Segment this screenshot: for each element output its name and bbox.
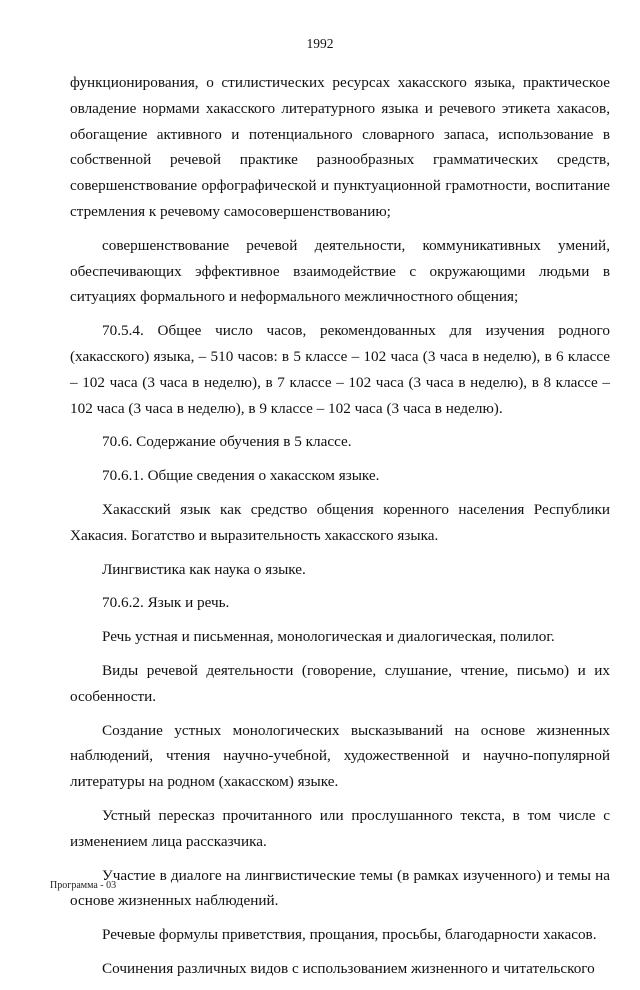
paragraph: функционирования, о стилистических ресурсах хакасского языка, практическое овладение нормами хакасского литературного языка и речевого этикета хакасов, обогащение активного и потенциального словарного запаса, использование в собственной речевой практике разнообразных грамматических средств, совершенствование орфографической и пунктуационной грамотности, воспитание стремления к речевому самосовершенствованию; — [70, 74, 610, 220]
paragraph: Участие в диалоге на лингвистические темы (в рамках изученного) и темы на основе жизненных наблюдений. — [70, 866, 610, 910]
paragraph: 70.6.1. Общие сведения о хакасском языке. — [102, 467, 380, 485]
footer-label: Программа - 03 — [50, 880, 117, 891]
paragraph: Сочинения различных видов с использованием жизненного и читательского — [102, 959, 595, 977]
paragraph: Хакасский язык как средство общения коренного населения Республики Хакасия. Богатство и выразительность хакасского языка. — [70, 500, 610, 544]
paragraph: Речевые формулы приветствия, прощания, просьбы, благодарности хакасов. — [102, 926, 597, 944]
paragraph: совершенствование речевой деятельности, коммуникативных умений, обеспечивающих эффективное взаимодействие с окружающими людьми в ситуациях формального и неформального межличностного общения; — [70, 236, 610, 306]
paragraph: Лингвистика как наука о языке. — [102, 560, 306, 578]
document-body — [70, 70, 610, 990]
paragraph: 70.5.4. Общее число часов, рекомендованных для изучения родного (хакасского) языка, – 510 часов: в 5 классе – 102 часа (3 часа в неделю), в 6 классе – 102 часа (3 часа в неделю), в 7 классе – 102 часа (3 часа в неделю), в 8 классе – 102 часа (3 часа в неделю), в 9 классе – 102 часа (3 часа в неделю). — [70, 322, 610, 417]
paragraph: Виды речевой деятельности (говорение, слушание, чтение, письмо) и их особенности. — [70, 661, 610, 705]
page-number: 1992 — [306, 36, 334, 51]
paragraph: 70.6.2. Язык и речь. — [102, 594, 230, 612]
paragraph: Устный пересказ прочитанного или прослушанного текста, в том числе с изменением лица рассказчика. — [70, 806, 610, 850]
paragraph: Создание устных монологических высказываний на основе жизненных наблюдений, чтения научно-учебной, художественной и научно-популярной литературы на родном (хакасском) языке. — [70, 721, 610, 791]
paragraph: Речь устная и письменная, монологическая и диалогическая, полилог. — [102, 628, 555, 646]
paragraph: 70.6. Содержание обучения в 5 классе. — [102, 433, 352, 451]
